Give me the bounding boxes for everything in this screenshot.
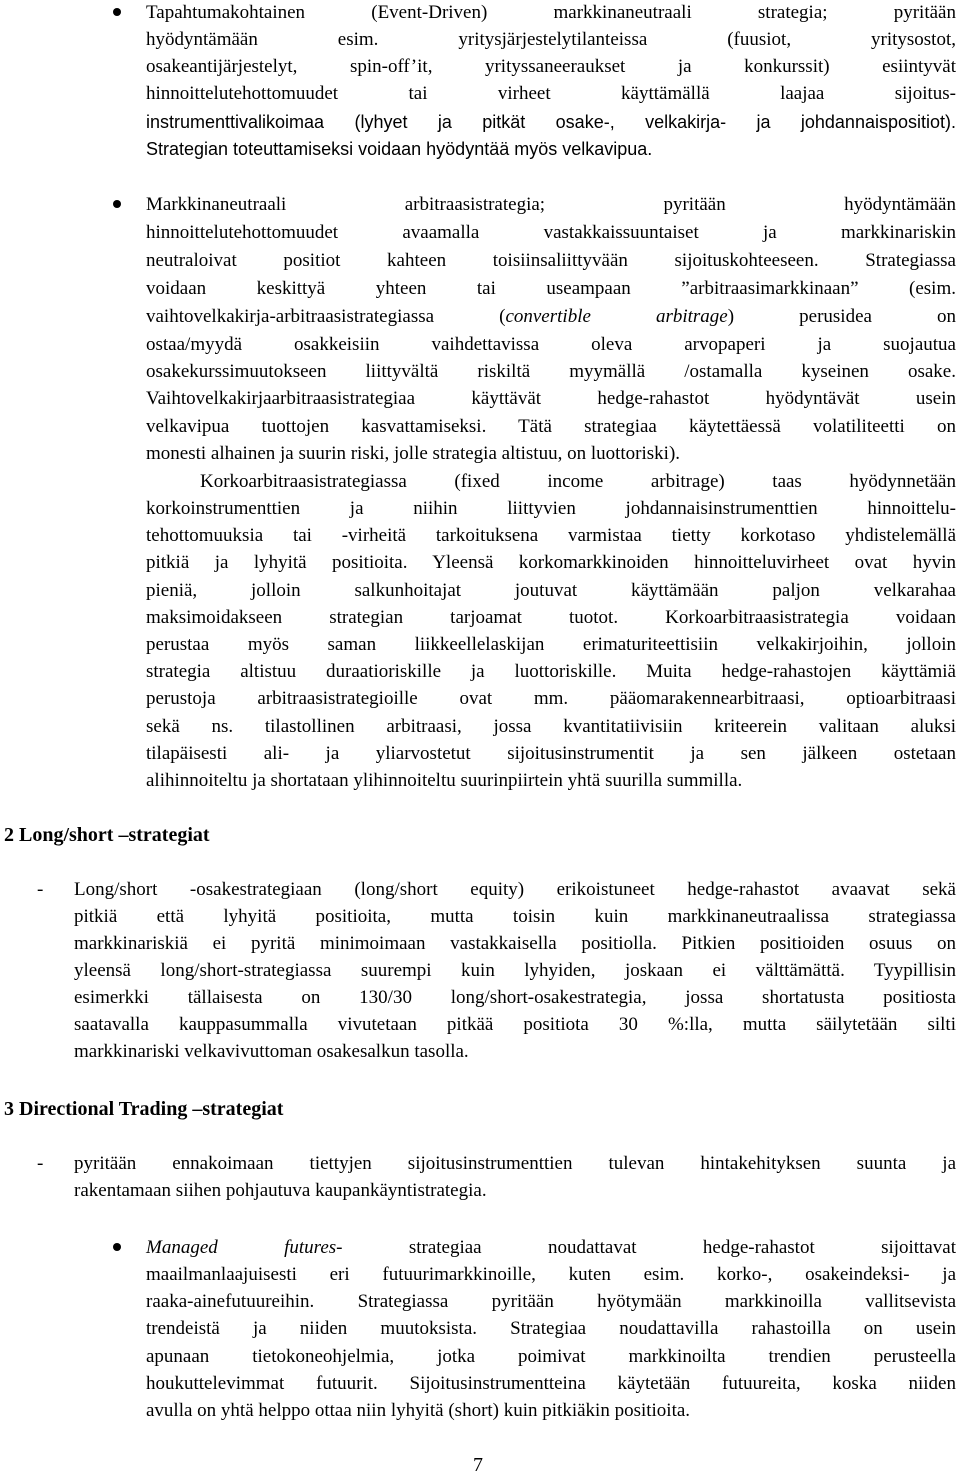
text-line: hinnoittelutehottomuudet tai virheet käyttämällä laajaa sijoitus- [146,83,956,104]
section-heading-long-short: 2 Long/short –strategiat [4,824,210,846]
text-line: Korkoarbitraasistrategiassa (fixed income arbitrage) taas hyödynnetään [200,471,956,492]
text-line: avulla on yhtä helppo ottaa niin lyhyitä (short) kuin pitkiäkin positioita. [146,1400,691,1421]
text-line: osakekurssimuutokseen liittyvältä riskiltä myymällä /ostamalla kyseinen osake. [146,361,956,382]
section-heading-directional-trading: 3 Directional Trading –strategiat [4,1098,284,1120]
text-line: Managed futures- strategiaa noudattavat hedge-rahastot sijoittavat [146,1237,957,1258]
text-line: perustoja arbitraasistrategioille ovat mm. pääomarakennearbitraasi, optioarbitraasi [146,688,956,709]
text-line: houkuttelevimmat futuurit. Sijoitusinstrumentteina käytetään futuureita, koska niiden [146,1373,956,1394]
text-line: neutraloivat positiot kahteen toisiinsaliittyvään sijoituskohteeseen. Strategiassa [146,250,956,271]
page-number: 7 [473,1454,483,1476]
text-line: Long/short -osakestrategiaan (long/short equity) erikoistuneet hedge-rahastot avaavat sekä [74,879,956,900]
text-line: sekä ns. tilastollinen arbitraasi, jossa kvantitatiivisiin kriteerein valitaan aluksi [146,716,956,737]
text-line: vaihtovelkakirja-arbitraasistrategiassa (convertible arbitrage) perusidea on [146,306,956,327]
text-line: hyödyntämään esim. yritysjärjestelytilanteissa (fuusiot, yritysostot, [146,29,956,50]
bullet-marker [113,8,121,16]
text-line: esimerkki tällaisesta on 130/30 long/short-osakestrategia, jossa shortatusta positiosta [74,987,956,1008]
text-line: Strategian toteuttamiseksi voidaan hyödyntää myös velkavipua. [146,139,653,159]
text-line: tilapäisesti ali- ja yliarvostetut sijoitusinstrumentit ja sen jälkeen ostetaan [146,743,956,764]
bullet-marker [113,1243,121,1251]
bullet-marker [113,200,121,208]
text-line: pieniä, jolloin salkunhoitajat joutuvat käyttämään paljon velkarahaa [146,580,956,601]
text-line: rakentamaan siihen pohjautuva kaupankäyntistrategia. [74,1180,487,1201]
list-dash: - [37,879,44,900]
text-line: ostaa/myydä osakkeisiin vaihdettavissa oleva arvopaperi ja suojautua [146,334,956,355]
text-line: markkinariski velkavivuttoman osakesalkun tasolla. [74,1041,469,1062]
text-line: pitkiä että lyhyitä positioita, mutta toisin kuin markkinaneutraalissa strategiassa [74,906,956,927]
list-dash: - [37,1153,44,1174]
text-line: Tapahtumakohtainen (Event-Driven) markkinaneutraali strategia; pyritään [146,2,956,23]
text-line: strategia altistuu duraatioriskille ja luottoriskille. Muita hedge-rahastojen käyttämiä [146,661,956,682]
text-line: saatavalla kauppasummalla vivutetaan pitkää positiota 30 %:lla, mutta säilytetään silti [74,1014,956,1035]
text-line: markkinariskiä ei pyritä minimoimaan vastakkaisella positiolla. Pitkien positioiden osuus on [74,933,956,954]
text-line: tehottomuuksia tai -virheitä tarkoituksena varmistaa tietty korkotaso yhdistelemällä [146,525,956,546]
text-line: maksimoidakseen strategian tarjoamat tuotot. Korkoarbitraasistrategia voidaan [146,607,956,628]
text-line: alihinnoiteltu ja shortataan ylihinnoiteltu suurinpiirtein yhtä suurilla summilla. [146,770,743,791]
text-line: Vaihtovelkakirjaarbitraasistrategiaa käyttävät hedge-rahastot hyödyntävät usein [146,388,956,409]
text-line: yleensä long/short-strategiassa suurempi kuin lyhyiden, joskaan ei välttämättä. Tyypillisin [74,960,956,981]
text-line: trendeistä ja niiden muutoksista. Strategiaa noudattavilla rahastoilla on usein [146,1318,956,1339]
text-line: apunaan tietokoneohjelmia, jotka poimivat markkinoilta trendien perusteella [146,1346,956,1367]
text-line: velkavipua tuottojen kasvattamiseksi. Tätä strategiaa käytettäessä volatiliteetti on [146,416,956,437]
text-line: voidaan keskittyä yhteen tai useampaan ”arbitraasimarkkinaan” (esim. [146,278,956,299]
text-line: Markkinaneutraali arbitraasistrategia; pyritään hyödyntämään [146,194,956,215]
text-line: hinnoittelutehottomuudet avaamalla vastakkaissuuntaiset ja markkinariskin [146,222,956,243]
text-line: monesti alhainen ja suurin riski, jolle strategia altistuu, on luottoriski). [146,443,681,464]
text-line: raaka-ainefutuureihin. Strategiassa pyritään hyötymään markkinoilla vallitsevista [146,1291,956,1312]
text-line: osakeantijärjestelyt, spin-off’it, yrityssaneeraukset ja konkurssit) esiintyvät [146,56,956,77]
text-line: pyritään ennakoimaan tiettyjen sijoitusinstrumenttien tulevan hintakehityksen suunta ja [74,1153,956,1174]
italic-term: Managed futures- [146,1237,343,1258]
text-line: pitkiä ja lyhyitä positioita. Yleensä korkomarkkinoiden hinnoitteluvirheet ovat hyvin [146,552,956,573]
text-line: korkoinstrumenttien ja niihin liittyvien johdannaisinstrumenttien hinnoittelu- [146,498,956,519]
text-line: instrumenttivalikoimaa (lyhyet ja pitkät osake-, velkakirja- ja johdannaispositiot). [146,112,956,132]
italic-term: convertible arbitrage [505,306,728,327]
text-line: perustaa myös saman liikkeellelaskijan erimaturiteettisiin velkakirjoihin, jolloin [146,634,956,655]
text-line: maailmanlaajuisesti eri futuurimarkkinoille, kuten esim. korko-, osakeindeksi- ja [146,1264,956,1285]
